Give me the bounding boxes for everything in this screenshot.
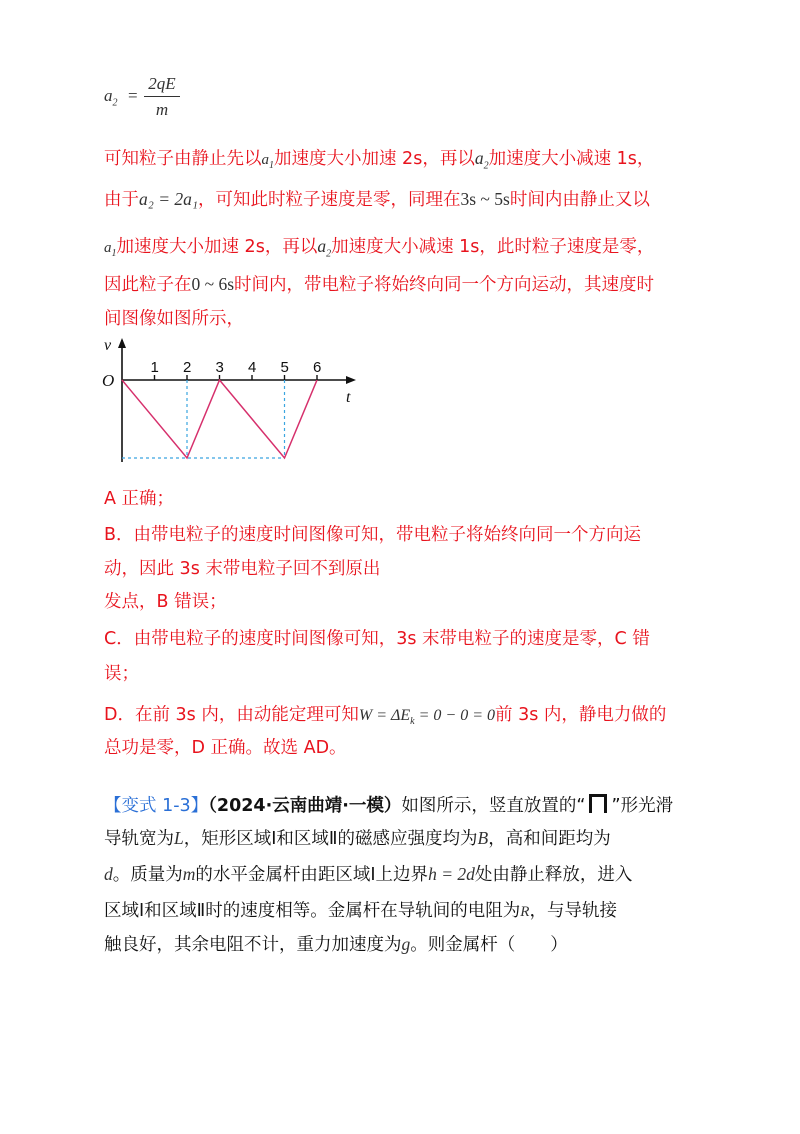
- para1-line2: [104, 187, 650, 212]
- formula-numerator: 2qE: [148, 74, 176, 93]
- equation-a2-2a1: a₂ = 2a₁: [139, 189, 198, 209]
- variant-line2: [104, 826, 611, 851]
- text: 可知粒子由静止先以: [104, 149, 262, 169]
- variant-line3: [104, 862, 632, 887]
- x-tick-label: 3: [215, 359, 224, 376]
- velocity-time-chart: [100, 336, 365, 472]
- range-3s-5s: 3s ~ 5s: [460, 189, 510, 209]
- text: 间图像如图所示，: [104, 309, 244, 329]
- variant-line1: [104, 790, 673, 818]
- formula-eq: =: [128, 86, 138, 105]
- text: 。则金属杆（ ）: [410, 935, 568, 955]
- answer-c-line2: [104, 662, 139, 686]
- symbol-a1: $a_1$: [261, 152, 274, 171]
- text: 如图所示，竖直放置的“: [401, 796, 586, 816]
- text: 的水平金属杆由距区域Ⅰ上边界: [195, 865, 429, 885]
- text: A 正确；: [104, 489, 175, 509]
- text: 动，因此 3s 末带电粒子回不到原出: [104, 559, 381, 579]
- para1-line4: [104, 272, 654, 297]
- rail-shape-icon: [586, 790, 612, 814]
- x-tick-label: 4: [248, 359, 257, 376]
- text: 导轨宽为: [104, 829, 174, 849]
- text: 处由静止释放，进入: [474, 865, 633, 885]
- answer-d-line2: [104, 736, 347, 760]
- chart-marks: [122, 359, 321, 458]
- para1-line3: [104, 234, 654, 267]
- text: 加速度大小减速 1s，此时粒子速度是零，: [331, 237, 655, 257]
- symbol-m: m: [182, 864, 196, 884]
- equation-h-2d: h = 2d: [428, 864, 475, 884]
- text: 。质量为: [112, 865, 183, 885]
- text: 前 3s 内，静电力做的: [495, 705, 667, 725]
- x-axis-label: t: [346, 389, 351, 406]
- text: 时间内，带电粒子将始终向同一个方向运动，其速度时: [234, 275, 655, 295]
- text: ，高和间距均为: [488, 829, 611, 849]
- answer-d-line1: [104, 703, 666, 734]
- text: 时间内由静止又以: [509, 190, 650, 210]
- origin-label: O: [102, 371, 115, 390]
- answer-b-line1: [104, 523, 641, 547]
- symbol-d: d: [104, 864, 113, 884]
- text: 触良好，其余电阻不计，重力加速度为: [104, 935, 402, 955]
- answer-b-line3: [104, 590, 227, 614]
- chart-axes: [102, 337, 356, 462]
- text: 加速度大小加速 2s，再以: [116, 237, 318, 257]
- work-energy-equation: $W = \Delta E_k = 0 - 0 = 0$: [358, 707, 495, 728]
- text: ，与导轨接: [529, 901, 617, 921]
- variant-tag: 【变式 1-3】: [104, 796, 209, 816]
- answer-c-line1: [104, 627, 650, 651]
- x-tick-label: 2: [183, 359, 192, 376]
- velocity-series-line: [122, 380, 317, 458]
- range-0s-6s: 0 ~ 6s: [191, 274, 235, 294]
- x-tick-label: 6: [313, 359, 322, 376]
- formula-lhs: $a_2$: [104, 86, 118, 109]
- answer-a: [104, 487, 174, 511]
- text: D．在前 3s 内，由动能定理可知: [104, 705, 359, 725]
- text: B．由带电粒子的速度时间图像可知，带电粒子将始终向同一个方向运: [104, 525, 642, 545]
- symbol-a1: $a_1$: [104, 240, 117, 259]
- symbol-L: L: [174, 828, 184, 848]
- formula-denominator: m: [155, 100, 169, 119]
- text: ”形光滑: [611, 796, 674, 816]
- variant-line4: [104, 899, 617, 924]
- text: 加速度大小减速 1s，: [488, 149, 655, 169]
- text: ，可知此时粒子速度是零，同理在: [197, 190, 461, 210]
- x-axis-arrow: [346, 376, 356, 384]
- y-axis-label: v: [104, 337, 112, 354]
- variant-line5: [104, 932, 568, 957]
- text: 由于: [104, 190, 139, 210]
- text: ，矩形区域Ⅰ和区域Ⅱ的磁感应强度均为: [183, 829, 478, 849]
- text: 区域Ⅰ和区域Ⅱ时的速度相等。金属杆在导轨间的电阻为: [104, 901, 521, 921]
- x-tick-label: 5: [280, 359, 289, 376]
- fraction-bar: [144, 96, 180, 97]
- symbol-a2: $a_2$: [474, 148, 489, 172]
- para1-line1: [104, 146, 654, 179]
- symbol-B: B: [477, 828, 489, 848]
- symbol-R: R: [520, 904, 530, 920]
- text: C．由带电粒子的速度时间图像可知，3s 末带电粒子的速度是零，C 错: [104, 629, 650, 649]
- para1-line5: [104, 307, 244, 331]
- text: 误；: [104, 664, 139, 684]
- x-tick-label: 1: [150, 359, 159, 376]
- text: 发点，B 错误；: [104, 592, 227, 612]
- text: 因此粒子在: [104, 275, 192, 295]
- text: 总功是零，D 正确。故选 AD。: [104, 738, 347, 758]
- text: 加速度大小加速 2s，再以: [274, 149, 475, 169]
- variant-source: （2024·云南曲靖·一模）: [208, 796, 402, 816]
- answer-b-line2: [104, 557, 380, 581]
- y-axis-arrow: [118, 338, 126, 348]
- symbol-g: g: [401, 934, 411, 954]
- symbol-a2: $a_2$: [317, 236, 332, 260]
